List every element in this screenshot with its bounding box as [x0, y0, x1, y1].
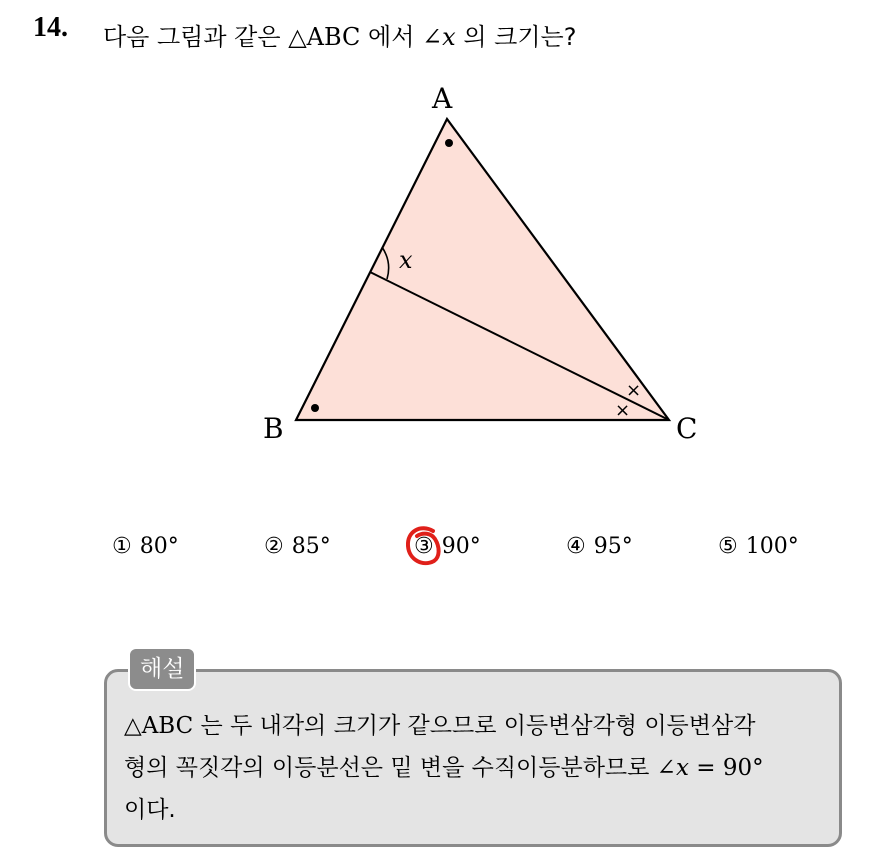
angle-a-dot — [445, 139, 453, 147]
question-text-before: 다음 그림과 같은 — [103, 23, 289, 51]
selected-answer-circle — [403, 523, 443, 569]
question-text-middle: 에서 — [360, 23, 423, 51]
solution-angle-var: x — [675, 755, 689, 781]
choice-4[interactable] — [566, 534, 633, 559]
choice-3-value: 90° — [441, 534, 481, 559]
choice-1[interactable] — [112, 534, 179, 559]
vertex-c-label: C — [676, 412, 698, 445]
choice-4-mark: ④ — [566, 534, 586, 559]
solution-tag: 해설 — [128, 647, 196, 691]
solution-equation: = 90° — [688, 755, 764, 781]
solution-text — [124, 705, 836, 831]
angle-variable: x — [442, 23, 456, 51]
choice-2-value: 85° — [291, 534, 331, 559]
choice-2-mark: ② — [264, 534, 284, 559]
question-number: 14. — [33, 12, 68, 43]
choice-5-mark: ⑤ — [718, 534, 738, 559]
choice-1-mark: ① — [112, 534, 132, 559]
solution-triangle-name: △ABC — [124, 713, 194, 739]
solution-line-1-text: 는 두 내각의 크기가 같으므로 이등변삼각형 이등변삼각 — [193, 713, 756, 739]
angle-symbol: ∠ — [422, 23, 443, 51]
choice-5[interactable] — [718, 534, 799, 559]
choice-5-value: 100° — [745, 534, 799, 559]
angle-b-dot — [311, 404, 319, 412]
solution-line-2-text: 형의 꼭짓각의 이등분선은 밑 변을 수직이등분하므로 — [124, 755, 657, 781]
triangle-name: △ABC — [288, 23, 361, 51]
solution-line-1 — [124, 705, 836, 747]
vertex-a-label: A — [432, 82, 453, 115]
choice-2[interactable] — [264, 534, 331, 559]
vertex-b-label: B — [263, 412, 284, 445]
choice-3-mark: ③ — [414, 534, 434, 559]
angle-x-label: x — [399, 246, 413, 274]
choice-4-value: 95° — [593, 534, 633, 559]
bisector-mark-lower: × — [615, 400, 631, 421]
solution-line-2 — [124, 747, 836, 789]
solution-angle-symbol: ∠ — [656, 755, 676, 781]
bisector-mark-upper: × — [626, 380, 642, 401]
question-text-after: 의 크기는? — [455, 23, 577, 51]
triangle-abc — [296, 119, 669, 420]
solution-line-3: 이다. — [124, 797, 176, 823]
choice-1-value: 80° — [139, 534, 179, 559]
